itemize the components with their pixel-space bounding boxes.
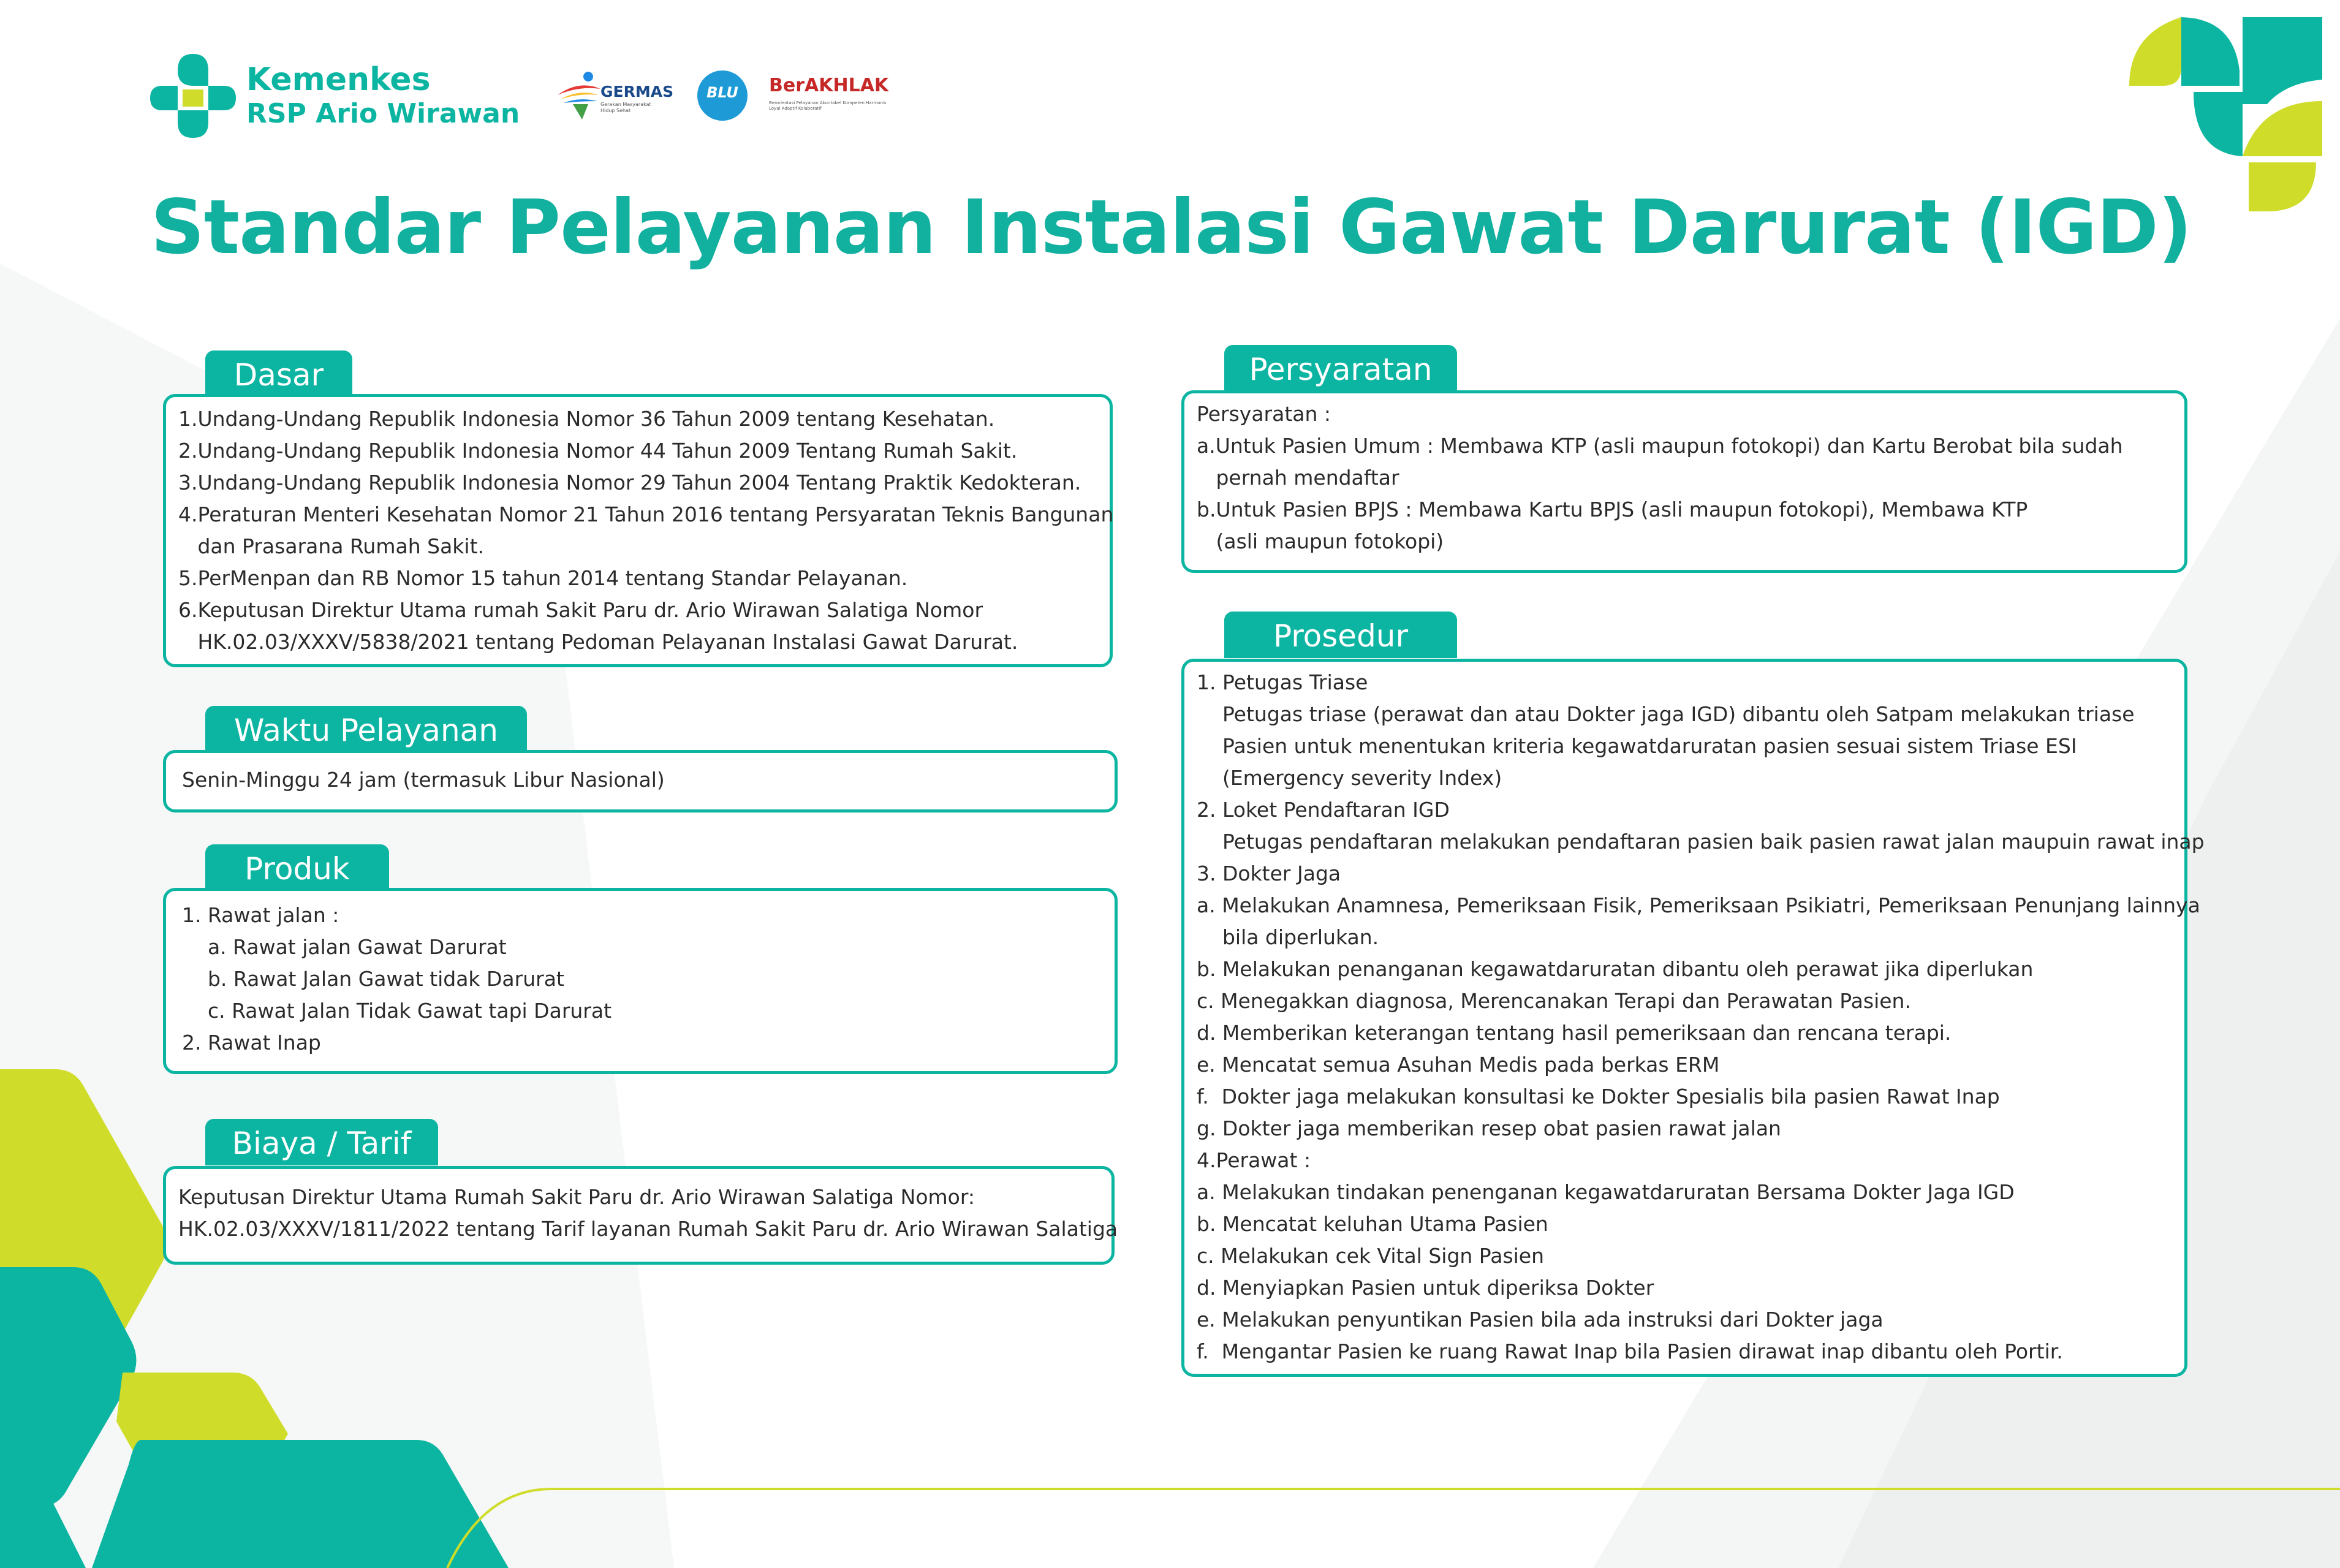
dasar-line: 4.Peraturan Menteri Kesehatan Nomor 21 Tahun 2016 tentang Persyaratan Teknis Bangunan (178, 502, 1114, 526)
persyaratan-heading: Persyaratan (1224, 345, 1457, 392)
germas-emblem-icon (555, 67, 604, 123)
produk-line: c. Rawat Jalan Tidak Gawat tapi Darurat (182, 999, 612, 1023)
org-name: Kemenkes (246, 61, 431, 98)
prosedur-line: 1. Petugas Triase (1197, 670, 1368, 694)
waktu-box (163, 750, 1118, 812)
prosedur-line: e. Melakukan penyuntikan Pasien bila ada instruksi dari Dokter jaga (1197, 1308, 1884, 1331)
produk-line: 1. Rawat jalan : (182, 903, 339, 927)
prosedur-line: a. Melakukan Anamnesa, Pemeriksaan Fisik, Pemeriksaan Psikiatri, Pemeriksaan Penunjang lainnya (1197, 893, 2200, 917)
prosedur-line: Petugas pendaftaran melakukan pendaftaran pasien baik pasien rawat jalan maupuin rawat inap (1197, 830, 2205, 854)
produk-heading: Produk (205, 844, 389, 891)
dasar-line: 1.Undang-Undang Republik Indonesia Nomor 36 Tahun 2009 tentang Kesehatan. (178, 407, 995, 431)
dasar-line: HK.02.03/XXXV/5838/2021 tentang Pedoman Pelayanan Instalasi Gawat Darurat. (178, 630, 1018, 654)
dasar-line: dan Prasarana Rumah Sakit. (178, 534, 484, 558)
produk-line: b. Rawat Jalan Gawat tidak Darurat (182, 967, 564, 991)
prosedur-line: Petugas triase (perawat dan atau Dokter jaga IGD) dibantu oleh Satpam melakukan triase (1197, 702, 2135, 726)
produk-line: 2. Rawat Inap (182, 1031, 321, 1055)
prosedur-line: c. Menegakkan diagnosa, Merencanakan Terapi dan Perawatan Pasien. (1197, 989, 1911, 1013)
prosedur-line: c. Melakukan cek Vital Sign Pasien (1197, 1244, 1545, 1268)
prosedur-line: 2. Loket Pendaftaran IGD (1197, 798, 1450, 822)
persyaratan-line: pernah mendaftar (1197, 466, 1399, 490)
berakhlak-label: BerAKHLAK (769, 75, 889, 96)
waktu-heading: Waktu Pelayanan (205, 706, 527, 752)
dasar-line: 5.PerMenpan dan RB Nomor 15 tahun 2014 tentang Standar Pelayanan. (178, 566, 908, 590)
kemenkes-logo (147, 49, 239, 141)
prosedur-line: Pasien untuk menentukan kriteria kegawatdaruratan pasien sesuai sistem Triase ESI (1197, 734, 2077, 758)
germas-tagline: Gerakan Masyarakat Hidup Sehat (600, 102, 651, 113)
biaya-heading: Biaya / Tarif (205, 1119, 438, 1165)
persyaratan-line: (asli maupun fotokopi) (1197, 529, 1444, 553)
prosedur-line: d. Menyiapkan Pasien untuk diperiksa Dokter (1197, 1276, 1654, 1300)
dasar-box (163, 394, 1113, 667)
kemenkes-emblem-icon (147, 49, 239, 141)
persyaratan-line: a.Untuk Pasien Umum : Membawa KTP (asli maupun fotokopi) dan Kartu Berobat bila sudah (1197, 434, 2123, 458)
dasar-line: 6.Keputusan Direktur Utama rumah Sakit Paru dr. Ario Wirawan Salatiga Nomor (178, 598, 983, 622)
biaya-line: HK.02.03/XXXV/1811/2022 tentang Tarif layanan Rumah Sakit Paru dr. Ario Wirawan Salatiga (178, 1217, 1118, 1241)
prosedur-line: 4.Perawat : (1197, 1148, 1311, 1172)
berakhlak-logo (769, 69, 904, 124)
prosedur-line: g. Dokter jaga memberikan resep obat pasien rawat jalan (1197, 1116, 1781, 1140)
produk-box (163, 888, 1118, 1074)
prosedur-line: f. Dokter jaga melakukan konsultasi ke Dokter Spesialis bila pasien Rawat Inap (1197, 1085, 2000, 1108)
biaya-line: Keputusan Direktur Utama Rumah Sakit Paru dr. Ario Wirawan Salatiga Nomor: (178, 1185, 975, 1209)
dasar-heading: Dasar (205, 350, 352, 397)
prosedur-line: bila diperlukan. (1197, 925, 1379, 949)
prosedur-line: b. Mencatat keluhan Utama Pasien (1197, 1212, 1548, 1236)
prosedur-line: f. Mengantar Pasien ke ruang Rawat Inap bila Pasien dirawat inap dibantu oleh Portir. (1197, 1339, 2063, 1363)
prosedur-box (1181, 659, 2205, 1377)
waktu-line: Senin-Minggu 24 jam (termasuk Libur Nasional) (182, 768, 665, 792)
page-title: Standar Pelayanan Instalasi Gawat Darurat (IGD) (151, 184, 2192, 271)
persyaratan-line: b.Untuk Pasien BPJS : Membawa Kartu BPJS (asli maupun fotokopi), Membawa KTP (1197, 498, 2028, 521)
persyaratan-line: Persyaratan : (1197, 402, 1331, 426)
prosedur-heading: Prosedur (1224, 612, 1457, 658)
berakhlak-tagline: Berorientasi Pelayanan Akuntabel Kompeten Harmonis Loyal Adaptif Kolaboratif (769, 100, 887, 111)
prosedur-line: 3. Dokter Jaga (1197, 862, 1341, 885)
prosedur-line: d. Memberikan keterangan tentang hasil pemeriksaan dan rencana terapi. (1197, 1021, 1952, 1045)
blu-label: BLU (706, 84, 738, 101)
dasar-line: 3.Undang-Undang Republik Indonesia Nomor 29 Tahun 2004 Tentang Praktik Kedokteran. (178, 471, 1081, 494)
blu-logo (697, 70, 748, 121)
prosedur-line: (Emergency severity Index) (1197, 766, 1502, 790)
prosedur-line: a. Melakukan tindakan penenganan kegawatdaruratan Bersama Dokter Jaga IGD (1197, 1180, 2015, 1204)
germas-logo (555, 67, 677, 123)
biaya-box (163, 1166, 1118, 1265)
germas-label: GERMAS (600, 83, 674, 100)
produk-line: a. Rawat jalan Gawat Darurat (182, 935, 507, 959)
prosedur-line: b. Melakukan penanganan kegawatdaruratan dibantu oleh perawat jika diperlukan (1197, 957, 2034, 981)
org-subname: RSP Ario Wirawan (246, 98, 520, 129)
dasar-line: 2.Undang-Undang Republik Indonesia Nomor 44 Tahun 2009 Tentang Rumah Sakit. (178, 439, 1018, 463)
persyaratan-box (1181, 390, 2187, 573)
prosedur-line: e. Mencatat semua Asuhan Medis pada berkas ERM (1197, 1053, 1720, 1077)
